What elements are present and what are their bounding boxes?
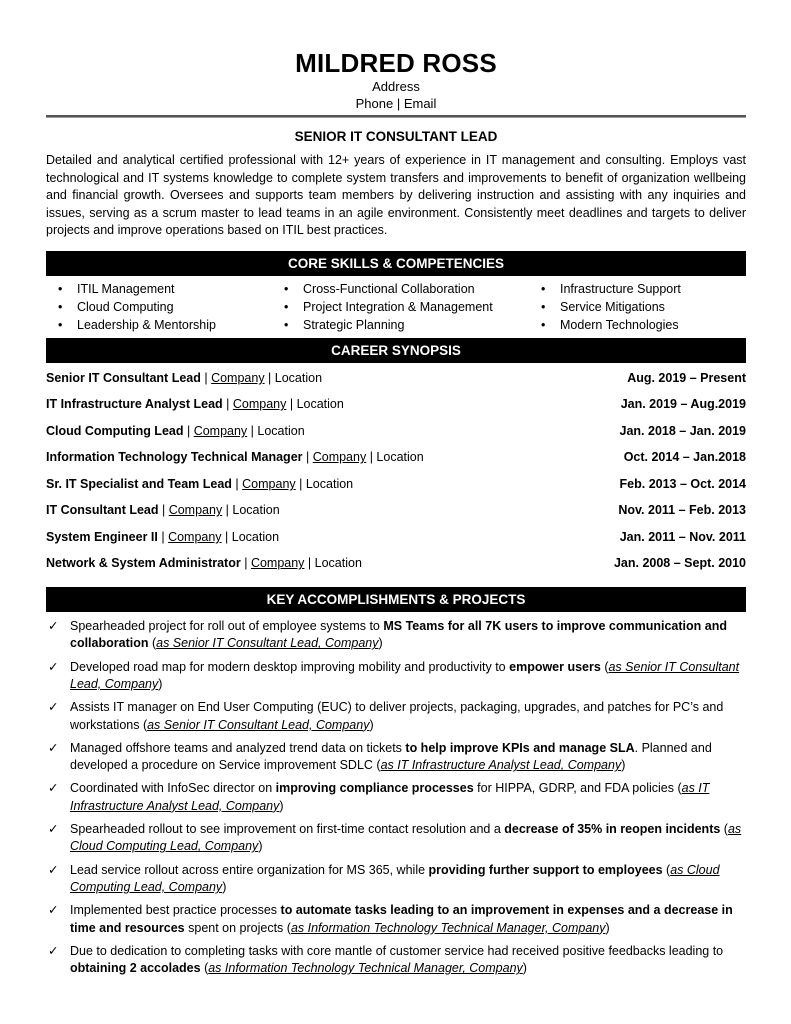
company-name: Company	[168, 503, 223, 518]
text-segment: )	[605, 920, 610, 935]
separator: |	[240, 556, 251, 571]
text-segment: )	[158, 677, 163, 692]
skills-column-3	[529, 280, 746, 334]
skills-section	[46, 280, 746, 334]
text-segment: )	[258, 839, 263, 854]
check-icon: ✓	[48, 943, 59, 958]
role-reference: as Cloud Computing Lead, Company	[70, 821, 742, 854]
career-list	[46, 369, 746, 581]
accomplishment-item	[46, 659, 746, 694]
text-segment: )	[279, 798, 284, 813]
role-title: System Engineer II	[46, 529, 158, 544]
check-icon: ✓	[48, 781, 59, 796]
highlight-text: to automate tasks leading to an improvement in expenses and a decrease in time and resources	[70, 903, 733, 935]
date-range: Oct. 2014 – Jan.2018	[623, 450, 746, 465]
skill-item: • ITIL Management	[46, 280, 272, 298]
check-icon: ✓	[48, 903, 59, 918]
accomplishment-item	[46, 943, 746, 978]
job-title: SENIOR IT CONSULTANT LEAD	[294, 129, 498, 144]
text-segment: Spearheaded rollout to see improvement on first-time contact resolution and a	[70, 821, 505, 836]
career-position	[46, 422, 305, 449]
company-name: Company	[232, 397, 287, 412]
text-segment: Assists IT manager on End User Computing (EUC) to deliver projects, packaging, upgrades, and patches for PC’s and workstations (	[70, 700, 724, 732]
highlight-text: obtaining 2 accolades	[70, 961, 201, 976]
skill-item: • Cross-Functional Collaboration	[272, 280, 529, 298]
career-position	[46, 501, 280, 528]
date-range: Feb. 2013 – Oct. 2014	[619, 476, 746, 491]
text-segment: (	[720, 821, 728, 836]
company-name: Company	[250, 556, 305, 571]
date-range: Nov. 2011 – Feb. 2013	[618, 503, 746, 518]
text-segment: )	[369, 717, 374, 732]
separator: |	[304, 556, 315, 571]
accomplishment-item	[46, 618, 746, 653]
company-name: Company	[168, 529, 222, 544]
skill-item: • Strategic Planning	[272, 316, 529, 334]
accomplishment-item	[46, 821, 746, 856]
location: Location	[296, 397, 344, 412]
skill-item: • Cloud Computing	[46, 298, 272, 316]
career-row	[46, 528, 746, 555]
career-row	[46, 475, 746, 502]
role-reference: as Senior IT Consultant Lead, Company	[70, 659, 740, 692]
date-range: Jan. 2008 – Sept. 2010	[613, 556, 746, 571]
professional-summary: Detailed and analytical certified professional with 12+ years of experience in IT management and consulting. Employs vast technological and IT systems knowledge to complete system transfers and improvements to benefit of organization wellbeing and financial growth. Oversees and supports team members by delivering instruction and assisting with any inquiries and issues, serving as a scrum master to lead teams in an agile environment. Consistently meet deadlines and targets to deliver projects and improve operations based on ITIL best practices.	[46, 153, 746, 238]
skill-item: • Project Integration & Management	[272, 298, 529, 316]
check-icon: ✓	[48, 740, 59, 755]
highlight-text: to help improve KPIs and manage SLA	[405, 740, 635, 755]
accomplishments-heading: KEY ACCOMPLISHMENTS & PROJECTS	[46, 587, 746, 612]
header-divider	[46, 115, 746, 118]
role-reference: as IT Infrastructure Analyst Lead, Company	[380, 758, 622, 773]
highlight-text: MS Teams for all 7K users to improve communication and collaboration	[70, 618, 727, 651]
date-range: Jan. 2011 – Nov. 2011	[619, 529, 746, 544]
role-title: Cloud Computing Lead	[46, 423, 184, 438]
skill-item: • Modern Technologies	[529, 316, 746, 334]
separator: |	[231, 476, 243, 491]
text-segment: Lead service rollout across entire organization for MS 365, while	[70, 862, 429, 877]
location: Location	[305, 476, 354, 491]
text-segment: )	[522, 961, 527, 976]
company-name: Company	[312, 450, 367, 465]
company-name: Company	[193, 423, 248, 438]
company-name: Company	[211, 370, 265, 385]
text-segment: spent on projects (	[184, 920, 291, 935]
role-title: Senior IT Consultant Lead	[46, 370, 201, 385]
check-icon: ✓	[48, 862, 59, 877]
separator: |	[222, 503, 233, 518]
career-row	[46, 448, 746, 475]
role-title: IT Consultant Lead	[46, 503, 159, 518]
role-title: Sr. IT Specialist and Team Lead	[46, 476, 232, 491]
skill-item: • Service Mitigations	[529, 298, 746, 316]
skills-column-2	[272, 280, 529, 334]
separator: |	[157, 529, 169, 544]
role-title: Network & System Administrator	[46, 556, 241, 571]
text-segment: )	[222, 880, 227, 895]
text-segment: (	[662, 862, 671, 877]
separator: |	[302, 450, 313, 465]
highlight-text: improving compliance processes	[275, 781, 474, 796]
skill-item: • Infrastructure Support	[529, 280, 746, 298]
text-segment: . Planned and developed a procedure on Service improvement SDLC (	[70, 740, 712, 773]
career-position	[46, 395, 344, 422]
role-reference: as Senior IT Consultant Lead, Company	[147, 717, 370, 732]
career-row	[46, 501, 746, 528]
career-row	[46, 554, 746, 581]
accomplishments-list	[46, 618, 746, 978]
separator: |	[183, 423, 194, 438]
separator: |	[295, 476, 306, 491]
career-row	[46, 422, 746, 449]
text-segment: )	[621, 758, 626, 773]
role-reference: as Cloud Computing Lead, Company	[70, 862, 720, 895]
check-icon: ✓	[48, 618, 59, 633]
separator: |	[247, 423, 258, 438]
role-reference: as Information Technology Technical Manager, Company	[208, 961, 523, 976]
location: Location	[376, 450, 424, 465]
location: Location	[232, 503, 280, 518]
career-position	[46, 448, 424, 475]
text-segment: for HIPPA, GDRP, and FDA policies (	[473, 781, 682, 796]
check-icon: ✓	[48, 700, 59, 715]
text-segment: (	[200, 961, 209, 976]
text-segment: (	[600, 659, 609, 674]
career-row	[46, 369, 746, 396]
career-position	[46, 369, 322, 396]
skills-column-1	[46, 280, 272, 334]
career-position	[46, 528, 279, 555]
text-segment: Coordinated with InfoSec director on	[70, 781, 276, 796]
candidate-name: MILDRED ROSS	[295, 48, 497, 78]
accomplishment-item	[46, 862, 746, 897]
role-title: IT Infrastructure Analyst Lead	[46, 397, 223, 412]
highlight-text: empower users	[509, 659, 601, 674]
career-heading: CAREER SYNOPSIS	[46, 338, 746, 363]
separator: |	[264, 370, 275, 385]
text-segment: )	[378, 636, 383, 651]
separator: |	[366, 450, 377, 465]
text-segment: (	[148, 636, 157, 651]
company-name: Company	[242, 476, 296, 491]
separator: |	[286, 397, 297, 412]
skills-heading: CORE SKILLS & COMPETENCIES	[46, 251, 746, 276]
location: Location	[231, 529, 280, 544]
highlight-text: decrease of 35% in reopen incidents	[504, 821, 721, 836]
location: Location	[274, 370, 323, 385]
text-segment: Managed offshore teams and analyzed trend data on tickets	[70, 740, 406, 755]
skill-item: • Leadership & Mentorship	[46, 316, 272, 334]
check-icon: ✓	[48, 821, 59, 836]
accomplishment-item	[46, 902, 746, 937]
date-range: Jan. 2018 – Jan. 2019	[619, 423, 746, 438]
text-segment: Implemented best practice processes	[70, 903, 281, 918]
accomplishment-item	[46, 780, 746, 815]
role-title: Information Technology Technical Manager	[46, 450, 303, 465]
date-range: Jan. 2019 – Aug.2019	[620, 397, 746, 412]
role-reference: as Senior IT Consultant Lead, Company	[156, 636, 379, 651]
date-range: Aug. 2019 – Present	[627, 370, 746, 385]
location: Location	[257, 423, 305, 438]
separator: |	[200, 370, 212, 385]
resume-page	[46, 0, 746, 983]
phone-email: Phone | Email	[355, 96, 437, 111]
location: Location	[314, 556, 362, 571]
address: Address	[372, 79, 420, 94]
role-reference: as Information Technology Technical Manager, Company	[290, 920, 606, 935]
text-segment: Developed road map for modern desktop improving mobility and productivity to	[70, 659, 510, 674]
check-icon: ✓	[48, 659, 59, 674]
text-segment: Spearheaded project for roll out of employee systems to	[70, 618, 384, 633]
separator: |	[222, 397, 233, 412]
separator: |	[221, 529, 232, 544]
separator: |	[158, 503, 169, 518]
career-row	[46, 395, 746, 422]
career-position	[46, 554, 362, 581]
text-segment: Due to dedication to completing tasks with core mantle of customer service had received positive feedbacks leading to	[70, 943, 724, 958]
accomplishment-item	[46, 699, 746, 734]
accomplishment-item	[46, 740, 746, 775]
career-position	[46, 475, 353, 502]
highlight-text: providing further support to employees	[428, 862, 663, 877]
role-reference: as IT Infrastructure Analyst Lead, Company	[70, 781, 710, 813]
